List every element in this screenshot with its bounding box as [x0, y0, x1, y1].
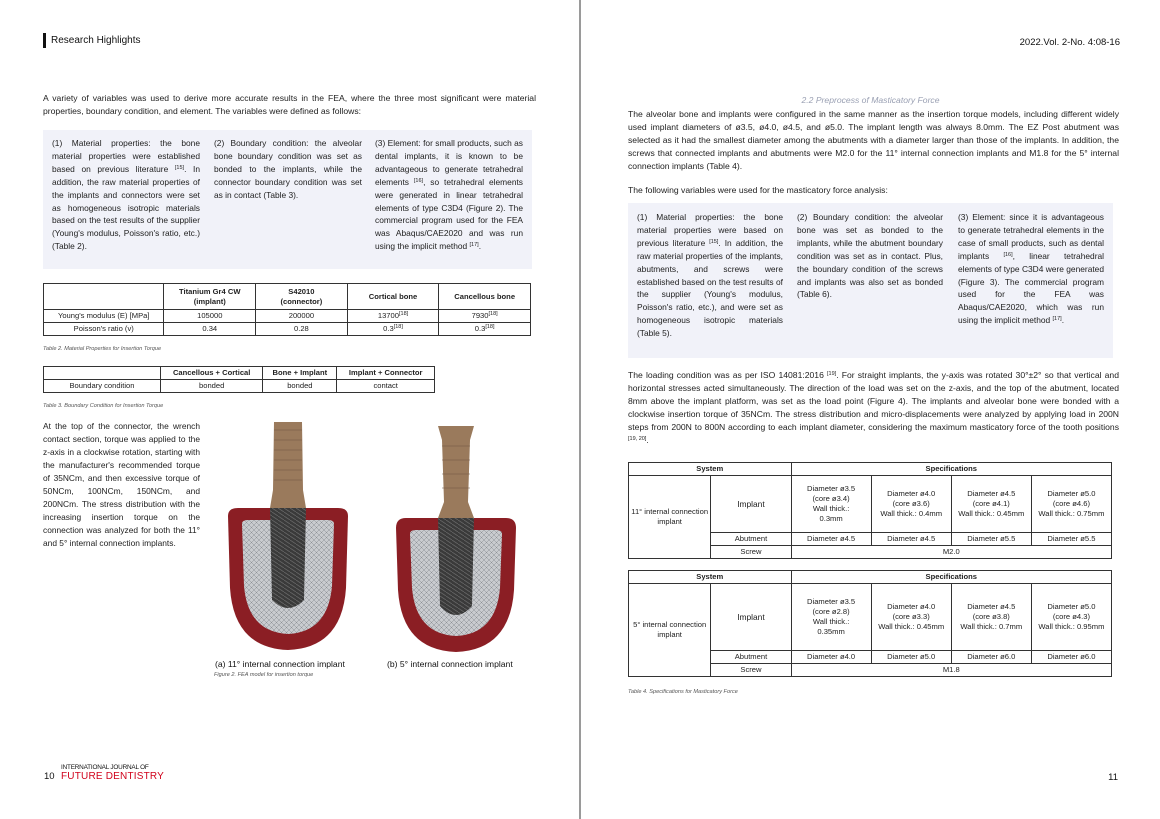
table4-caption: Table 4. Specifications for Masticatory Force: [628, 689, 738, 695]
paragraph-variables-intro: The following variables were used for the masticatory force analysis:: [628, 185, 888, 195]
running-header-right: 2022.Vol. 2-No. 4:08-16: [1019, 37, 1120, 48]
table-header-cell: [44, 367, 161, 380]
table-row: Abutment Diameter ø4.5 Diameter ø4.5 Diameter ø5.5 Diameter ø5.5: [629, 533, 1112, 546]
table-header-cell: Bone + Implant: [263, 367, 337, 380]
table-header-cell: Titanium Gr4 CW (implant): [164, 284, 256, 310]
variable-material: (1) Material properties: the bone material properties were based on previous literature [15]. In addition, the raw material properties of the implants, abutments, and screws were established based on the test results of the supplier (Young's modulus, Poisson's ratio, etc.), and were set as homogeneous isotropic materials (Table 5).: [637, 212, 783, 339]
table-row: Boundary condition bonded bonded contact: [44, 380, 435, 393]
table-specs-5deg: [628, 570, 1112, 677]
fea-model-figure: [224, 420, 529, 654]
implant-body-a: [270, 508, 306, 608]
table-header-cell: System: [629, 463, 792, 476]
intro-paragraph: A variety of variables was used to derive more accurate results in the FEA, where the three most significant were material properties, boundary condition, and element. The variables were defined as follows:: [43, 93, 536, 116]
variable-boundary: (2) Boundary condition: the alveolar bone was set as bonded to the implants, while the abutment boundary condition was set as in contact. Plus, the boundary condition of the screws and implants was also set as bonded (Table 6).: [797, 212, 943, 300]
table-row: Screw M2.0: [629, 546, 1112, 559]
table-boundary-condition: [43, 366, 435, 393]
table-header-cell: Cortical bone: [347, 284, 439, 310]
page-number-left: 10: [44, 771, 55, 782]
table-header-cell: S42010 (connector): [256, 284, 348, 310]
table-header-cell: Cancellous bone: [439, 284, 531, 310]
table-row: Young's modulus (E) [MPa] 105000 200000 13700[18] 7930[18]: [44, 310, 531, 323]
variable-element: (3) Element: for small products, such as dental implants, it is known to be advantageous to generate tetrahedral elements [16], so tetrahedral elements were generated in linear tetrahedral elements of type C3D4 (Figure 2). The commercial program used for the FEA was Abaqus/CAE2020 and was run using the implicit method [17].: [375, 138, 523, 252]
journal-name: FUTURE DENTISTRY: [61, 771, 165, 782]
table-header-cell: Specifications: [791, 571, 1111, 584]
variable-boundary: (2) Boundary condition: the alveolar bone boundary condition was set as bonded to the implants, while the connector boundary condition was set as in contact (Table 3).: [214, 138, 362, 200]
model-a-11deg: [228, 422, 348, 650]
table-header-cell: Implant + Connector: [337, 367, 435, 380]
table-header-cell: [44, 284, 164, 310]
figure-label-b: (b) 5° internal connection implant: [387, 659, 513, 669]
variable-element: (3) Element: since it is advantageous to generate tetrahedral elements in the case of small products, such as dental implants [16], linear tetrahedral elements of type C3D4 were generated (Figure 3). The commercial program used for the FEA was Abaqus/CAE2020, which was run using the implicit method [17].: [958, 212, 1104, 326]
figure2-caption: Figure 2. FEA model for insertion torque: [214, 672, 314, 678]
table-row: 11° internal connection implant Implant Diameter ø3.5 (core ø3.4) Wall thick.: 0.3mm Diameter ø4.0 (core ø3.6) Wall thick.: 0.4mm Diameter ø4.5 (core ø4.1) Wall thick.: 0.45mm Diameter ø5.0 (core ø4.6) Wall thick.: 0.75mm: [629, 476, 1112, 533]
table-header-cell: Cancellous + Cortical: [161, 367, 263, 380]
connector-b: [438, 426, 474, 518]
table-material-properties: [43, 283, 531, 336]
left-page: [0, 0, 579, 819]
table-header-cell: Specifications: [791, 463, 1111, 476]
paragraph-loading-condition: The loading condition was as per ISO 14081:2016 [19]. For straight implants, the y-axis was rotated 30°±2° so that vertical and horizontal stresses acted simultaneously. The direction of the load was set on the z-axis, and the top of the abutment, located 8mm above the implant platform, was set as the load point (Figure 4). The implants and alveolar bone were bonded with a clockwise insertion torque of 35NCm. The stress distribution and micro-displacements were analyzed by applying load in 200N steps from 200N to 800N according to each implant diameter, considering the maximum masticatory force of the tooth positions [19, 20].: [628, 370, 1119, 445]
table-row: 5° internal connection implant Implant Diameter ø3.5 (core ø2.8) Wall thick.: 0.35mm Diameter ø4.0 (core ø3.3) Wall thick.: 0.45mm Diameter ø4.5 (core ø3.8) Wall thick.: 0.7mm Diameter ø5.0 (core ø4.3) Wall thick.: 0.95mm: [629, 584, 1112, 651]
figure-label-a: (a) 11° internal connection implant: [215, 659, 345, 669]
table-specs-11deg: [628, 462, 1112, 559]
journal-name-top: INTERNATIONAL JOURNAL OF: [61, 764, 149, 771]
header-bar: [43, 33, 46, 48]
model-b-5deg: [396, 426, 516, 652]
table-header-cell: System: [629, 571, 792, 584]
torque-paragraph: At the top of the connector, the wrench contact section, torque was applied to the z-axis in a clockwise rotation, starting with the manufacturer's recommended torque of 35NCm, and then excessive torque of 50NCm, 100NCm, 150NCm, and 200NCm. The stress distribution with the increasing insertion torque on the connection was analyzed for both the 11° and 5° internal connection implants.: [43, 421, 200, 548]
connector-a: [270, 422, 306, 508]
section-heading: 2.2 Preprocess of Masticatory Force: [801, 95, 940, 105]
paragraph-configuration: The alveolar bone and implants were configured in the same manner as the insertion torque models, including different widely used implant diameters of ø3.5, ø4.0, ø4.5, and ø5.0. The implant length was always 8.0mm. The EZ Post abutment was selected as it had the smallest diameter among the abutments with a diameter larger than those of the implants. In addition, the screws that connected implants and abutments were M2.0 for the 11° internal connection implants and M1.8 for the 5° internal connection implants (Table 4).: [628, 109, 1119, 171]
table-row: Screw M1.8: [629, 664, 1112, 677]
table-row: Abutment Diameter ø4.0 Diameter ø5.0 Diameter ø6.0 Diameter ø6.0: [629, 651, 1112, 664]
table2-caption: Table 2. Material Properties for Insertion Torque: [43, 346, 162, 352]
table3-caption: Table 3. Boundary Condition for Insertion Torque: [43, 403, 164, 409]
page-number-right: 11: [1108, 772, 1118, 783]
table-row: Poisson's ratio (v) 0.34 0.28 0.3[18] 0.3[18]: [44, 323, 531, 336]
variable-material: (1) Material properties: the bone material properties were established based on previous literature [15]. In addition, the raw material properties of the implants and connectors were set as homogeneous isotropic materials based on the test results of the supplier (Young's modulus, Poisson's ratio, etc.) (Table 2).: [52, 138, 200, 252]
implant-body-b: [438, 518, 474, 615]
running-header-left: Research Highlights: [51, 35, 141, 46]
right-page: [581, 0, 1160, 819]
